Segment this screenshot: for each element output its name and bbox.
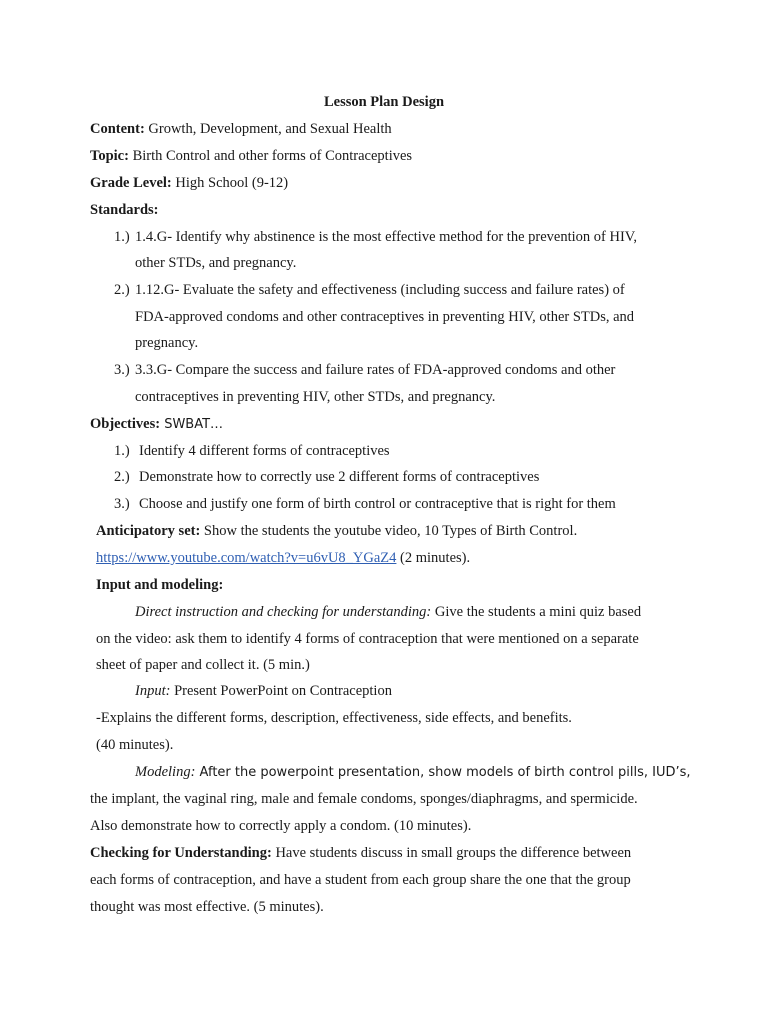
video-duration: (2 minutes).	[396, 550, 471, 566]
objectives-label: Objectives:	[90, 416, 161, 432]
input-modeling-label: Input and modeling:	[96, 577, 224, 593]
input-text: Present PowerPoint on Contraception	[170, 683, 392, 699]
topic-value: Birth Control and other forms of Contraceptives	[128, 148, 413, 164]
input-detail-text: -Explains the different forms, description, effectiveness, side effects, and benefits.	[96, 710, 572, 726]
input-modeling-heading	[96, 576, 223, 594]
modeling-text: the implant, the vaginal ring, male and female condoms, sponges/diaphragms, and spermicide.	[90, 791, 638, 807]
objective-text: Identify 4 different forms of contraceptives	[139, 443, 390, 459]
topic-line	[90, 147, 412, 165]
modeling-line	[135, 763, 691, 782]
modeling-text: After the powerpoint presentation, show models of birth control pills, IUD’s,	[195, 765, 691, 780]
standard-number: 2.)	[114, 282, 130, 298]
anticipatory-set-label: Anticipatory set:	[96, 523, 201, 539]
topic-label: Topic:	[90, 148, 129, 164]
standard-text: 3.3.G- Compare the success and failure rates of FDA-approved condoms and other	[135, 362, 616, 378]
direct-instruction-label: Direct instruction and checking for understanding:	[135, 604, 432, 620]
standard-text: 1.4.G- Identify why abstinence is the most effective method for the prevention of HIV,	[135, 229, 637, 245]
youtube-video-link[interactable]: https://www.youtube.com/watch?v=u6vU8_YGaZ4	[96, 550, 397, 566]
objectives-line	[90, 415, 223, 434]
standard-text: other STDs, and pregnancy.	[135, 255, 297, 271]
input-line	[135, 682, 392, 700]
direct-instruction-text: Give the students a mini quiz based	[431, 604, 642, 620]
standard-text: 1.12.G- Evaluate the safety and effectiveness (including success and failure rates) of	[135, 282, 625, 298]
objective-number: 1.)	[114, 443, 130, 459]
objective-text: Demonstrate how to correctly use 2 different forms of contraceptives	[139, 469, 540, 485]
modeling-label: Modeling:	[135, 764, 196, 780]
input-label: Input:	[135, 683, 171, 699]
standard-number: 1.)	[114, 229, 130, 245]
grade-level-line	[90, 174, 288, 192]
anticipatory-set-line	[96, 522, 577, 540]
checking-understanding-text: thought was most effective. (5 minutes).	[90, 899, 324, 915]
checking-understanding-text: each forms of contraception, and have a student from each group share the one that the group	[90, 872, 631, 888]
standard-text: FDA-approved condoms and other contraceptives in preventing HIV, other STDs, and	[135, 309, 635, 325]
content-line	[90, 120, 392, 138]
checking-understanding-label: Checking for Understanding:	[90, 845, 272, 861]
standard-text: contraceptives in preventing HIV, other STDs, and pregnancy.	[135, 389, 496, 405]
objective-number: 3.)	[114, 496, 130, 512]
content-label: Content:	[90, 121, 145, 137]
video-link-line	[96, 549, 470, 567]
checking-understanding-text: Have students discuss in small groups the difference between	[271, 845, 632, 861]
grade-level-label: Grade Level:	[90, 175, 172, 191]
modeling-text: Also demonstrate how to correctly apply a condom. (10 minutes).	[90, 818, 472, 834]
anticipatory-set-value: Show the students the youtube video, 10 Types of Birth Control.	[200, 523, 578, 539]
standard-text: pregnancy.	[135, 335, 199, 351]
direct-instruction-text: sheet of paper and collect it. (5 min.)	[96, 657, 310, 673]
standards-heading	[90, 201, 159, 219]
direct-instruction-text: on the video: ask them to identify 4 forms of contraception that were mentioned on a separate	[96, 631, 639, 647]
input-duration-text: (40 minutes).	[96, 737, 174, 753]
checking-understanding-line	[90, 844, 631, 862]
content-value: Growth, Development, and Sexual Health	[144, 121, 392, 137]
objective-number: 2.)	[114, 469, 130, 485]
direct-instruction-line	[135, 603, 641, 621]
objective-text: Choose and justify one form of birth control or contraceptive that is right for them	[139, 496, 616, 512]
objectives-value: SWBAT…	[160, 417, 224, 432]
grade-level-value: High School (9-12)	[171, 175, 289, 191]
page-title: Lesson Plan Design	[323, 94, 445, 110]
standard-number: 3.)	[114, 362, 130, 378]
standards-label: Standards:	[90, 202, 159, 218]
